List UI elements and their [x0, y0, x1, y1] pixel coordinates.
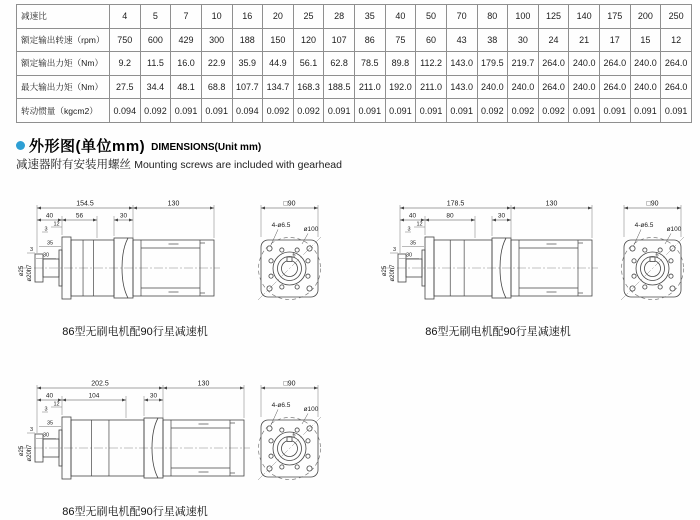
table-cell: 264.0	[600, 75, 631, 99]
table-cell: 16.0	[171, 52, 202, 76]
dim-label: 30	[405, 252, 413, 259]
side-view	[382, 201, 598, 300]
dim-label: 154.5	[76, 200, 94, 208]
front-view	[258, 201, 321, 301]
shaft-diameter-label: ø25	[19, 445, 25, 457]
table-cell: 0.091	[201, 99, 232, 123]
dim-label: 202.5	[91, 380, 109, 388]
table-row	[17, 52, 692, 76]
table-cell: 60	[416, 28, 447, 52]
table-cell: 35.9	[232, 52, 263, 76]
table-cell: 48.1	[171, 75, 202, 99]
row-label: 减速比	[17, 5, 110, 29]
table-cell: 7	[171, 5, 202, 29]
table-cell: 0.091	[600, 99, 631, 123]
table-cell: 43	[446, 28, 477, 52]
table-cell: 179.5	[477, 52, 508, 76]
dim-label: 35	[46, 240, 54, 247]
table-cell: 44.9	[263, 52, 294, 76]
table-cell: 168.3	[293, 75, 324, 99]
shaft-diameter-label: ø20h7	[27, 264, 33, 282]
bolt-circle-label: ø100	[303, 226, 319, 233]
table-cell: 264.0	[661, 52, 692, 76]
dim-label: □90	[283, 200, 296, 208]
drawing-caption: 86型无刷电机配90行星减速机	[425, 326, 571, 338]
bullet-icon	[16, 141, 25, 150]
front-view	[621, 201, 684, 301]
table-cell: 28	[324, 5, 355, 29]
gearmotor-drawing-2	[378, 193, 700, 351]
table-cell: 16	[232, 5, 263, 29]
gearmotor-drawing-1	[15, 193, 360, 351]
table-cell: 0.091	[569, 99, 600, 123]
table-cell: 70	[446, 5, 477, 29]
table-cell: 15	[630, 28, 661, 52]
table-cell: 0.091	[171, 99, 202, 123]
table-row	[17, 75, 692, 99]
dimension-drawing-svg	[15, 373, 360, 520]
table-cell: 100	[508, 5, 539, 29]
table-cell: 21	[569, 28, 600, 52]
spec-table	[16, 4, 692, 123]
dim-label: 3	[29, 427, 34, 433]
table-cell: 62.8	[324, 52, 355, 76]
table-cell: 600	[140, 28, 171, 52]
dim-label: 178.5	[446, 200, 465, 208]
table-cell: 0.091	[661, 99, 692, 123]
dim-label: 3	[44, 226, 48, 233]
holes-label: 4-ø6.5	[271, 222, 291, 229]
dim-label: □90	[283, 380, 296, 388]
table-cell: 264.0	[600, 52, 631, 76]
table-cell: 5	[140, 5, 171, 29]
dim-label: 104	[88, 392, 100, 400]
dim-label: 3	[407, 226, 411, 233]
table-cell: 38	[477, 28, 508, 52]
table-cell: 300	[201, 28, 232, 52]
table-cell: 35	[355, 5, 386, 29]
keyway-label: 6	[292, 252, 296, 259]
table-cell: 0.092	[263, 99, 294, 123]
table-cell: 112.2	[416, 52, 447, 76]
dimension-drawing-svg	[378, 193, 700, 343]
side-view	[19, 201, 220, 300]
table-cell: 50	[416, 5, 447, 29]
table-cell: 219.7	[508, 52, 539, 76]
table-cell: 134.7	[263, 75, 294, 99]
dim-label: 3	[44, 406, 48, 413]
table-cell: 27.5	[110, 75, 141, 99]
table-cell: 175	[600, 5, 631, 29]
section-subtitle-zh: 减速器附有安装用螺丝	[16, 159, 131, 171]
table-cell: 68.8	[201, 75, 232, 99]
table-cell: 143.0	[446, 52, 477, 76]
table-cell: 211.0	[355, 75, 386, 99]
table-cell: 30	[508, 28, 539, 52]
row-label: 转动惯量（kgcm2）	[17, 99, 110, 123]
table-cell: 240.0	[569, 75, 600, 99]
table-row	[17, 28, 692, 52]
shaft-diameter-label: ø20h7	[27, 444, 33, 462]
section-title-en: DIMENSIONS(Unit mm)	[151, 141, 262, 153]
table-cell: 125	[538, 5, 569, 29]
table-cell: 240.0	[569, 52, 600, 76]
table-cell: 0.092	[508, 99, 539, 123]
dim-label: 12	[416, 221, 423, 228]
table-cell: 0.091	[324, 99, 355, 123]
table-cell: 24	[538, 28, 569, 52]
holes-label: 4-ø6.5	[271, 402, 291, 409]
dim-label: □90	[646, 200, 659, 208]
gearmotor-drawing-3	[15, 373, 360, 520]
dim-label: 130	[545, 200, 558, 208]
table-cell: 25	[293, 5, 324, 29]
row-label: 额定输出力矩（Nm）	[17, 52, 110, 76]
table-row	[17, 5, 692, 29]
dimension-drawing-svg	[15, 193, 360, 343]
table-cell: 86	[355, 28, 386, 52]
table-cell: 150	[263, 28, 294, 52]
table-cell: 750	[110, 28, 141, 52]
table-cell: 240.0	[477, 75, 508, 99]
dim-label: 12	[53, 221, 60, 228]
table-cell: 264.0	[538, 52, 569, 76]
side-view	[19, 381, 250, 480]
table-cell: 0.091	[446, 99, 477, 123]
dim-label: 30	[42, 252, 50, 259]
dim-label: 40	[408, 212, 417, 220]
table-cell: 0.094	[110, 99, 141, 123]
dim-label: 35	[409, 240, 417, 247]
section-header	[16, 135, 261, 156]
table-cell: 140	[569, 5, 600, 29]
dim-label: 130	[167, 200, 180, 208]
table-cell: 120	[293, 28, 324, 52]
drawing-caption: 86型无刷电机配90行星减速机	[62, 326, 208, 338]
table-cell: 240.0	[630, 75, 661, 99]
table-cell: 188.5	[324, 75, 355, 99]
dim-label: 35	[46, 420, 54, 427]
holes-label: 4-ø6.5	[634, 222, 654, 229]
table-cell: 0.092	[477, 99, 508, 123]
table-cell: 10	[201, 5, 232, 29]
table-cell: 250	[661, 5, 692, 29]
dim-label: 3	[392, 247, 397, 253]
table-cell: 22.9	[201, 52, 232, 76]
table-cell: 0.092	[293, 99, 324, 123]
table-cell: 107	[324, 28, 355, 52]
shaft-diameter-label: ø20h7	[390, 264, 396, 282]
table-cell: 240.0	[630, 52, 661, 76]
table-cell: 11.5	[140, 52, 171, 76]
table-cell: 78.5	[355, 52, 386, 76]
dim-label: 56	[75, 212, 84, 220]
table-cell: 80	[477, 5, 508, 29]
table-cell: 107.7	[232, 75, 263, 99]
dim-label: 130	[197, 380, 210, 388]
bolt-circle-label: ø100	[303, 406, 319, 413]
dim-label: 12	[53, 401, 60, 408]
section-subtitle	[16, 156, 342, 172]
shaft-diameter-label: ø25	[382, 265, 388, 277]
table-cell: 240.0	[508, 75, 539, 99]
bolt-circle-label: ø100	[666, 226, 682, 233]
table-cell: 0.092	[140, 99, 171, 123]
row-label: 额定输出转速（rpm）	[17, 28, 110, 52]
dim-label: 30	[42, 432, 50, 439]
dim-label: 40	[45, 212, 54, 220]
shaft-diameter-label: ø25	[19, 265, 25, 277]
section-subtitle-en: Mounting screws are included with gearhead	[134, 159, 342, 171]
table-cell: 17	[600, 28, 631, 52]
table-cell: 75	[385, 28, 416, 52]
dim-label: 30	[497, 212, 506, 220]
table-row	[17, 99, 692, 123]
table-cell: 429	[171, 28, 202, 52]
section-title-zh: 外形图(单位mm)	[29, 138, 146, 155]
table-cell: 20	[263, 5, 294, 29]
table-cell: 0.091	[630, 99, 661, 123]
table-cell: 0.091	[416, 99, 447, 123]
table-cell: 188	[232, 28, 263, 52]
dim-label: 30	[119, 212, 128, 220]
table-cell: 56.1	[293, 52, 324, 76]
drawing-caption: 86型无刷电机配90行星减速机	[62, 506, 208, 518]
table-cell: 0.091	[355, 99, 386, 123]
dim-label: 80	[446, 212, 454, 220]
dim-label: 40	[45, 392, 54, 400]
row-label: 最大输出力矩（Nm）	[17, 75, 110, 99]
keyway-label: 6	[292, 432, 296, 439]
table-cell: 40	[385, 5, 416, 29]
table-cell: 200	[630, 5, 661, 29]
dim-label: 30	[149, 392, 158, 400]
keyway-label: 6	[655, 252, 659, 259]
table-cell: 192.0	[385, 75, 416, 99]
table-cell: 4	[110, 5, 141, 29]
table-cell: 211.0	[416, 75, 447, 99]
table-cell: 12	[661, 28, 692, 52]
table-cell: 0.092	[538, 99, 569, 123]
table-cell: 89.8	[385, 52, 416, 76]
table-cell: 143.0	[446, 75, 477, 99]
dim-label: 3	[29, 247, 34, 253]
table-cell: 0.094	[232, 99, 263, 123]
table-cell: 264.0	[661, 75, 692, 99]
table-cell: 34.4	[140, 75, 171, 99]
front-view	[258, 381, 321, 481]
table-cell: 0.091	[385, 99, 416, 123]
table-cell: 9.2	[110, 52, 141, 76]
table-cell: 264.0	[538, 75, 569, 99]
